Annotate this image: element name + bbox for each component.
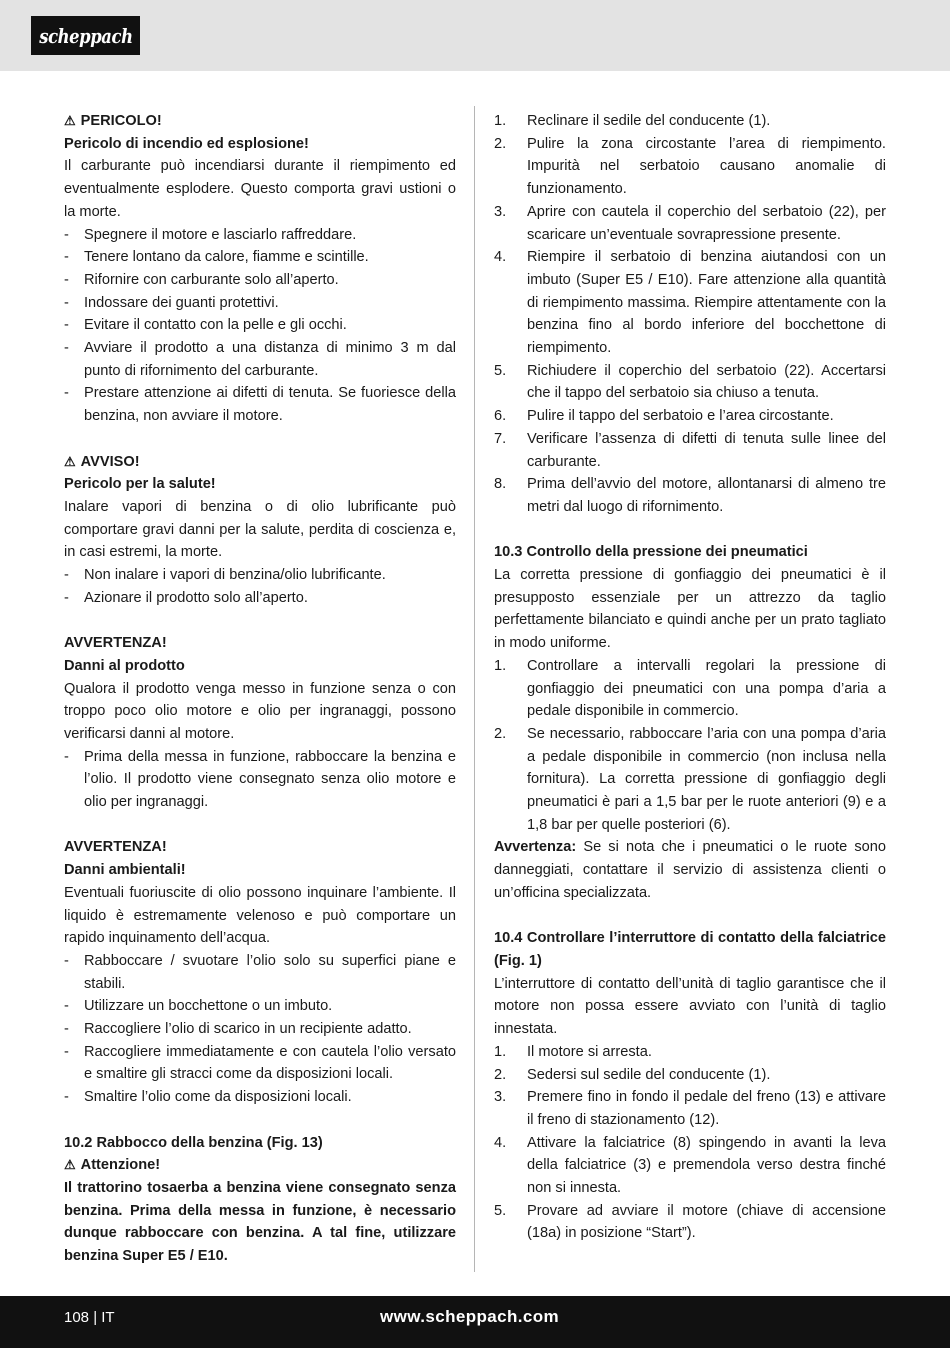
- header-bar: [0, 0, 950, 71]
- numbered-step: 6. Pulire il tappo del serbatoio e l’area circostante.: [494, 408, 834, 425]
- list-item: - Tenere lontano da calore, fiamme e scintille.: [64, 249, 369, 266]
- left-column: [64, 110, 456, 1268]
- numbered-step: 4. Attivare la falciatrice (8) spingendo in avanti la leva della falciatrice (3) e premendola verso destra finché non si innesta.: [494, 1134, 886, 1197]
- section-10-4-text: L’interruttore di contatto dell’unità di taglio garantisce che il motore non possa essere avviato con l’unità di taglio innestata.: [494, 975, 886, 1038]
- website-url: www.scheppach.com: [380, 1307, 560, 1326]
- scheppach-logo: [31, 16, 140, 55]
- list-item: - Raccogliere l’olio di scarico in un recipiente adatto.: [64, 1021, 412, 1038]
- list-item: - Utilizzare un bocchettone o un imbuto.: [64, 998, 333, 1015]
- numbered-step: 2. Pulire la zona circostante l’area di riempimento. Impurità nel serbatoio causano anomalie di funzionamento.: [494, 135, 886, 198]
- numbered-step: 1. Controllare a intervalli regolari la pressione di gonfiaggio dei pneumatici con una pompa d’aria a pedale disponibile in commercio.: [494, 657, 886, 720]
- numbered-step: 5. Richiudere il coperchio del serbatoio (22). Accertarsi che il tappo del serbatoio sia chiuso a tenuta.: [494, 362, 886, 402]
- logo-text: scheppach: [38, 23, 133, 48]
- avvertenza-text: Qualora il prodotto venga messo in funzione senza o con troppo poco olio motore e olio per ingranaggi, possono verificarsi danni al motore.: [64, 680, 456, 742]
- numbered-step: 3. Premere fino in fondo il pedale del freno (13) e attivare il freno di stazionamento (12).: [494, 1089, 886, 1128]
- column-divider: [474, 106, 475, 1272]
- footer-bar: [0, 1296, 950, 1348]
- list-item: - Prima della messa in funzione, rabboccare la benzina e l’olio. Il prodotto viene consegnato senza olio motore e olio per ingranaggi.: [64, 748, 456, 811]
- numbered-step: 4. Riempire il serbatoio di benzina aiutandosi con un imbuto (Super E5 / E10). Fare attenzione alla quantità di riempimento massima. Riempire attentamente con la benzina fino al bordo inferiore del bocchettone di riempimento.: [494, 249, 886, 357]
- section-heading-10-3: 10.3 Controllo della pressione dei pneumatici: [494, 544, 808, 561]
- list-item: - Rabboccare / svuotare l’olio solo su superfici piane e stabili.: [64, 952, 456, 992]
- attention-label: ⚠ Attenzione!: [64, 1154, 456, 1177]
- list-item: - Prestare attenzione ai difetti di tenuta. Se fuoriesce della benzina, non avviare il motore.: [64, 385, 456, 425]
- numbered-step: 8. Prima dell’avvio del motore, allontanarsi di almeno tre metri dal luogo di rifornimento.: [494, 476, 886, 515]
- warning-triangle-icon: ⚠: [64, 1157, 76, 1173]
- list-item: - Indossare dei guanti protettivi.: [64, 294, 279, 311]
- avvertenza-title: AVVERTENZA!: [64, 635, 167, 652]
- numbered-step: 3. Aprire con cautela il coperchio del serbatoio (22), per scaricare un’eventuale sovrapressione presente.: [494, 203, 886, 243]
- list-item: - Non inalare i vapori di benzina/olio lubrificante.: [64, 567, 386, 584]
- list-item: - Rifornire con carburante solo all’aperto.: [64, 271, 339, 288]
- numbered-step: 1. Il motore si arresta.: [494, 1043, 652, 1060]
- numbered-step: 1. Reclinare il sedile del conducente (1).: [494, 113, 771, 129]
- page-number: 108 | IT: [64, 1309, 115, 1326]
- avvertenza-subtitle: Danni ambientali!: [64, 862, 186, 879]
- avvertenza-subtitle: Danni al prodotto: [64, 657, 185, 674]
- avvertenza-title: AVVERTENZA!: [64, 839, 167, 856]
- avviso-text: Inalare vapori di benzina o di olio lubrificante può comportare gravi danni per la salute, perdita di coscienza e, in casi estremi, la morte.: [64, 498, 456, 561]
- section-10-2-text: Il trattorino tosaerba a benzina viene consegnato senza benzina. Prima della messa in funzione, è necessario dunque rabboccare con benzina. A tal fine, utilizzare benzina Super E5 / E10.: [64, 1179, 456, 1265]
- section-10-3-text: La corretta pressione di gonfiaggio dei pneumatici è il presupposto essenziale per un attrezzo da taglio perfettamente bilanciato e quindi anche per un prato tagliato in modo uniforme.: [494, 567, 886, 652]
- list-item: - Azionare il prodotto solo all’aperto.: [64, 589, 308, 606]
- pericolo-title: ⚠ PERICOLO!: [64, 110, 456, 133]
- tire-note: Avvertenza: Se si nota che i pneumatici o le ruote sono danneggiati, contattare il servizio di assistenza clienti o un’officina specializzata.: [494, 839, 886, 901]
- section-heading-10-4: 10.4 Controllare l’interruttore di contatto della falciatrice (Fig. 1): [494, 930, 886, 969]
- numbered-step: 2. Se necessario, rabboccare l’aria con una pompa d’aria a pedale disponibile in commercio (non inclusa nella fornitura). La corretta pressione di gonfiaggio degli pneumatici è pari a 1,5 bar per le ruote anteriori (9) e a 1,8 bar per quelle posteriori (6).: [494, 725, 886, 833]
- numbered-step: 5. Provare ad avviare il motore (chiave di accensione (18a) in posizione “Start”).: [494, 1202, 886, 1242]
- list-item: - Spegnere il motore e lasciarlo raffreddare.: [64, 226, 357, 243]
- warning-triangle-icon: ⚠: [64, 113, 76, 128]
- right-column: [494, 110, 886, 1245]
- avviso-title: ⚠ AVVISO!: [64, 451, 456, 474]
- list-item: - Smaltire l’olio come da disposizioni locali.: [64, 1089, 352, 1106]
- section-heading-10-2: 10.2 Rabbocco della benzina (Fig. 13): [64, 1134, 323, 1151]
- avvertenza-text: Eventuali fuoriuscite di olio possono inquinare l’ambiente. Il liquido è estremamente velenoso e può comportare un rapido inquinamento dell’acqua.: [64, 884, 456, 947]
- list-item: - Raccogliere immediatamente e con cautela l’olio versato e smaltire gli stracci come da disposizioni locali.: [64, 1043, 456, 1083]
- pericolo-text: Il carburante può incendiarsi durante il riempimento ed eventualmente esplodere. Questo comporta gravi ustioni o la morte.: [64, 158, 456, 220]
- warning-triangle-icon: ⚠: [64, 453, 76, 469]
- numbered-step: 7. Verificare l’assenza di difetti di tenuta sulle linee del carburante.: [494, 430, 886, 470]
- avviso-subtitle: Pericolo per la salute!: [64, 476, 216, 493]
- pericolo-subtitle: Pericolo di incendio ed esplosione!: [64, 135, 309, 152]
- list-item: - Avviare il prodotto a una distanza di minimo 3 m dal punto di rifornimento del carburante.: [64, 340, 456, 379]
- list-item: - Evitare il contatto con la pelle e gli occhi.: [64, 317, 347, 334]
- numbered-step: 2. Sedersi sul sedile del conducente (1).: [494, 1066, 771, 1083]
